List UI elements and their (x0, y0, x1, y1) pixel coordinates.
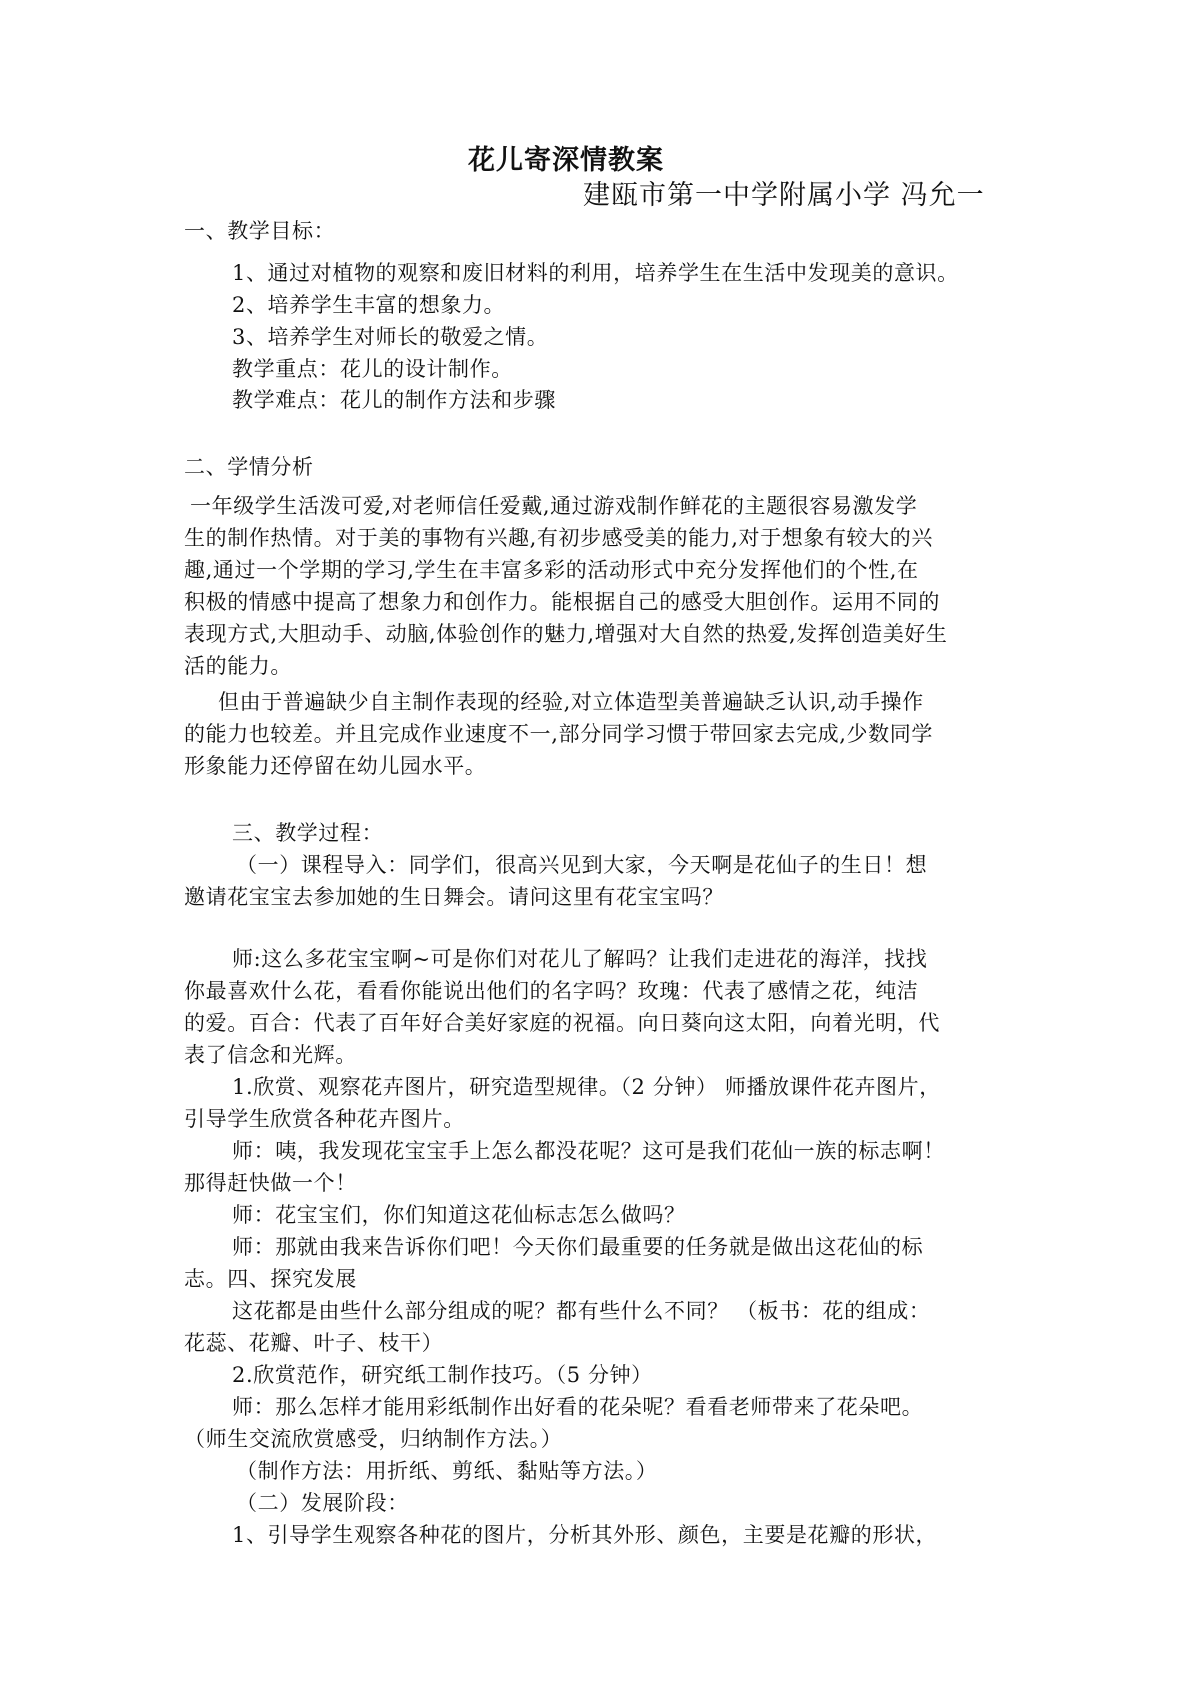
teacher-line: 你最喜欢什么花，看看你能说出他们的名字吗？玫瑰：代表了感情之花，纯洁 (184, 979, 919, 1003)
goal-item-3: 3、培养学生对师长的敬爱之情。 (232, 325, 549, 349)
teacher-line: 师：那就由我来告诉你们吧！今天你们最重要的任务就是做出这花仙的标 (232, 1235, 924, 1259)
teacher-line: 那得赶快做一个！ (184, 1171, 357, 1195)
teacher-line: 师：那么怎样才能用彩纸制作出好看的花朵呢？看看老师带来了花朵吧。 (232, 1395, 924, 1419)
goal-item-2: 2、培养学生丰富的想象力。 (232, 293, 506, 317)
analysis-p1-line: 一年级学生活泼可爱,对老师信任爱戴,通过游戏制作鲜花的主题很容易激发学 (190, 494, 918, 518)
document-title: 花儿寄深情教案 (468, 145, 664, 176)
section-heading-analysis: 二、学情分析 (184, 455, 314, 479)
teacher-line: 师：花宝宝们，你们知道这花仙标志怎么做吗？ (232, 1203, 686, 1227)
analysis-p2-line: 形象能力还停留在幼儿园水平。 (184, 754, 487, 778)
teacher-line: 师:这么多花宝宝啊~可是你们对花儿了解吗？让我们走进花的海洋，找找 (232, 947, 928, 971)
teacher-line: 表了信念和光辉。 (184, 1043, 357, 1067)
question-line: 这花都是由些什么部分组成的呢？都有些什么不同？ （板书：花的组成： (232, 1299, 931, 1323)
section-heading-process: 三、教学过程： (232, 821, 384, 845)
teacher-line: （师生交流欣赏感受，归纳制作方法。） (184, 1427, 563, 1451)
analysis-p1-line: 生的制作热情。对于美的事物有兴趣,有初步感受美的能力,对于想象有较大的兴 (184, 526, 933, 550)
teacher-line: 志。四、探究发展 (184, 1267, 357, 1291)
method-line: （制作方法：用折纸、剪纸、黏贴等方法。） (236, 1459, 658, 1483)
analysis-p1-line: 表现方式,大胆动手、动脑,体验创作的魅力,增强对大自然的热爱,发挥创造美好生 (184, 622, 948, 646)
section-heading-goals: 一、教学目标： (184, 219, 336, 243)
teacher-line: 的爱。百合：代表了百年好合美好家庭的祝福。向日葵向这太阳，向着光明，代 (184, 1011, 940, 1035)
teacher-line: 师：咦，我发现花宝宝手上怎么都没花呢？这可是我们花仙一族的标志啊！ (232, 1139, 945, 1163)
stage2-heading: （二）发展阶段： (236, 1491, 409, 1515)
step1-line: 1.欣赏、观察花卉图片，研究造型规律。（2 分钟） 师播放课件花卉图片， (232, 1075, 941, 1099)
author-line: 建瓯市第一中学附属小学 冯允一 (583, 180, 985, 211)
step1-line: 引导学生欣赏各种花卉图片。 (184, 1107, 465, 1131)
analysis-p1-line: 趣,通过一个学期的学习,学生在丰富多彩的活动形式中充分发挥他们的个性,在 (184, 558, 919, 582)
difficulty-point: 教学难点：花儿的制作方法和步骤 (232, 388, 556, 412)
goal-item-1: 1、通过对植物的观察和废旧材料的利用，培养学生在生活中发现美的意识。 (232, 261, 959, 285)
analysis-p2-line: 的能力也较差。并且完成作业速度不一,部分同学习惯于带回家去完成,少数同学 (184, 722, 933, 746)
analysis-p1-line: 积极的情感中提高了想象力和创作力。能根据自己的感受大胆创作。运用不同的 (184, 590, 940, 614)
analysis-p1-line: 活的能力。 (184, 654, 292, 678)
intro-line: 邀请花宝宝去参加她的生日舞会。请问这里有花宝宝吗？ (184, 885, 724, 909)
key-point: 教学重点：花儿的设计制作。 (232, 357, 513, 381)
analysis-p2-line: 但由于普遍缺少自主制作表现的经验,对立体造型美普遍缺乏认识,动手操作 (218, 690, 924, 714)
question-line: 花蕊、花瓣、叶子、枝干） (184, 1331, 444, 1355)
intro-line: （一）课程导入：同学们，很高兴见到大家，今天啊是花仙子的生日！想 (236, 853, 928, 877)
step2-line: 2.欣赏范作，研究纸工制作技巧。（5 分钟） (232, 1363, 653, 1387)
guide-line: 1、引导学生观察各种花的图片，分析其外形、颜色，主要是花瓣的形状， (232, 1523, 938, 1547)
